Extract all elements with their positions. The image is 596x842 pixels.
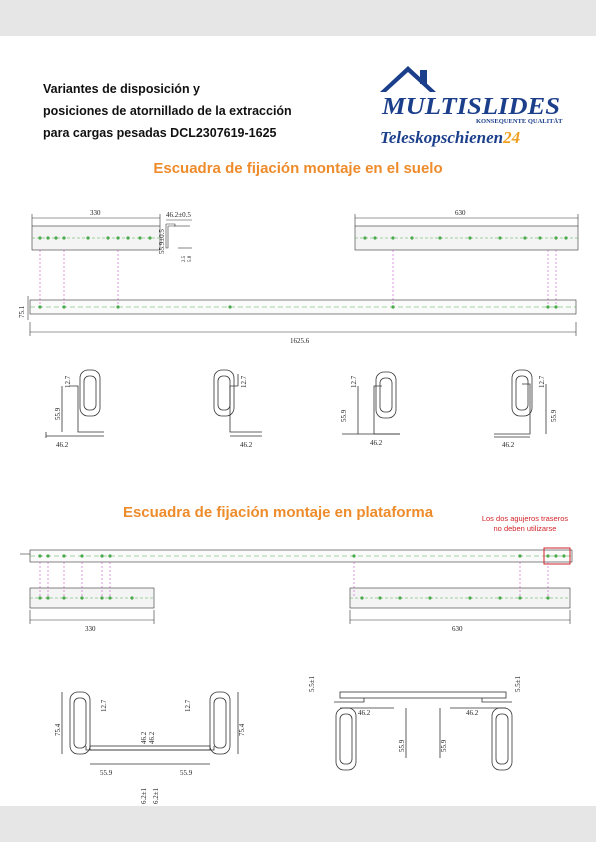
ld-bottom-left: 55.9 [100, 769, 113, 777]
section1-title: Escuadra de fijación montaje en el suelo [153, 160, 443, 177]
ld-mid1: 46.2 [140, 731, 148, 744]
section2-title: Escuadra de fijación montaje en plataforma [122, 504, 434, 521]
header-line-1: Variantes de disposición y [43, 82, 201, 96]
sec1-side: 55.9 [54, 407, 62, 420]
logo-shop-text: Teleskopschienen [380, 128, 504, 147]
note-line-2: no deben utilizarse [493, 524, 557, 533]
sec3-top: 12.7 [350, 375, 358, 388]
note-line-1: Los dos agujeros traseros [481, 514, 569, 523]
dim-bracket-height: 55.9±0.5 [158, 229, 166, 254]
ld-thick-left: 6.2±1 [140, 787, 148, 804]
logo-brand: MULTISLIDES [380, 94, 560, 120]
rd-thick-right: 5.5±1 [514, 675, 522, 692]
platform-right-detail [300, 668, 540, 792]
document-header [43, 78, 343, 144]
ld-height-right: 75.4 [238, 723, 246, 736]
rear-holes-note [470, 514, 580, 534]
cross-section-1 [46, 370, 104, 438]
dim-bracket-width: 46.2±0.5 [166, 211, 191, 219]
rd-width-left: 46.2 [358, 709, 371, 717]
dim-right-bracket: 630 [455, 209, 466, 217]
dim-left-bracket: 330 [90, 209, 101, 217]
document-page [0, 36, 596, 806]
ld-bottom-right: 55.9 [180, 769, 193, 777]
ld-thick-right: 6.2±1 [152, 787, 160, 804]
multislides-logo [378, 52, 568, 152]
sec2-bottom: 46.2 [240, 441, 253, 449]
ld-mid2: 46.2 [148, 731, 156, 744]
rd-height-right: 55.9 [440, 739, 448, 752]
platform-dim-left-bracket: 330 [85, 625, 96, 633]
rd-height-left: 55.9 [398, 739, 406, 752]
logo-house-chimney [420, 70, 427, 84]
sec4-bottom: 46.2 [502, 441, 515, 449]
sec1-top: 12.7 [64, 375, 72, 388]
floor-mount-rail-drawing [0, 204, 596, 345]
ld-top-left: 12.7 [100, 699, 108, 712]
sec3-bottom: 46.2 [370, 439, 383, 447]
logo-shop [380, 128, 520, 147]
rd-thick-left: 5.5±1 [308, 675, 316, 692]
header-line-2: posiciones de atornillado de la extracción [43, 104, 292, 118]
floor-mount-cross-sections [0, 364, 596, 454]
logo-tagline: KONSEQUENTE QUALITÄT [476, 118, 563, 125]
logo-shop-number: 24 [503, 128, 521, 147]
platform-dim-right-bracket: 630 [452, 625, 463, 633]
cross-section-2 [214, 370, 262, 436]
platform-left-detail [50, 684, 250, 808]
sec4-side: 55.9 [550, 409, 558, 422]
sec2-top: 12.7 [240, 375, 248, 388]
dim-rail-height: 75.1 [18, 305, 26, 318]
logo-house-roof [380, 66, 436, 92]
dim-thickness-2: 5.8 [188, 255, 193, 262]
dim-rail-length: 1625.6 [290, 337, 310, 345]
sec1-bottom: 46.2 [56, 441, 69, 449]
ld-height: 75.4 [54, 723, 62, 736]
sec3-side: 55.9 [340, 409, 348, 422]
rd-width-right: 46.2 [466, 709, 479, 717]
ld-top-right: 12.7 [184, 699, 192, 712]
dim-thickness-1: 2.5 [182, 255, 187, 262]
platform-mount-rail-drawing [0, 544, 596, 634]
header-line-3: para cargas pesadas DCL2307619-1625 [43, 126, 277, 140]
sec4-top: 12.7 [538, 375, 546, 388]
